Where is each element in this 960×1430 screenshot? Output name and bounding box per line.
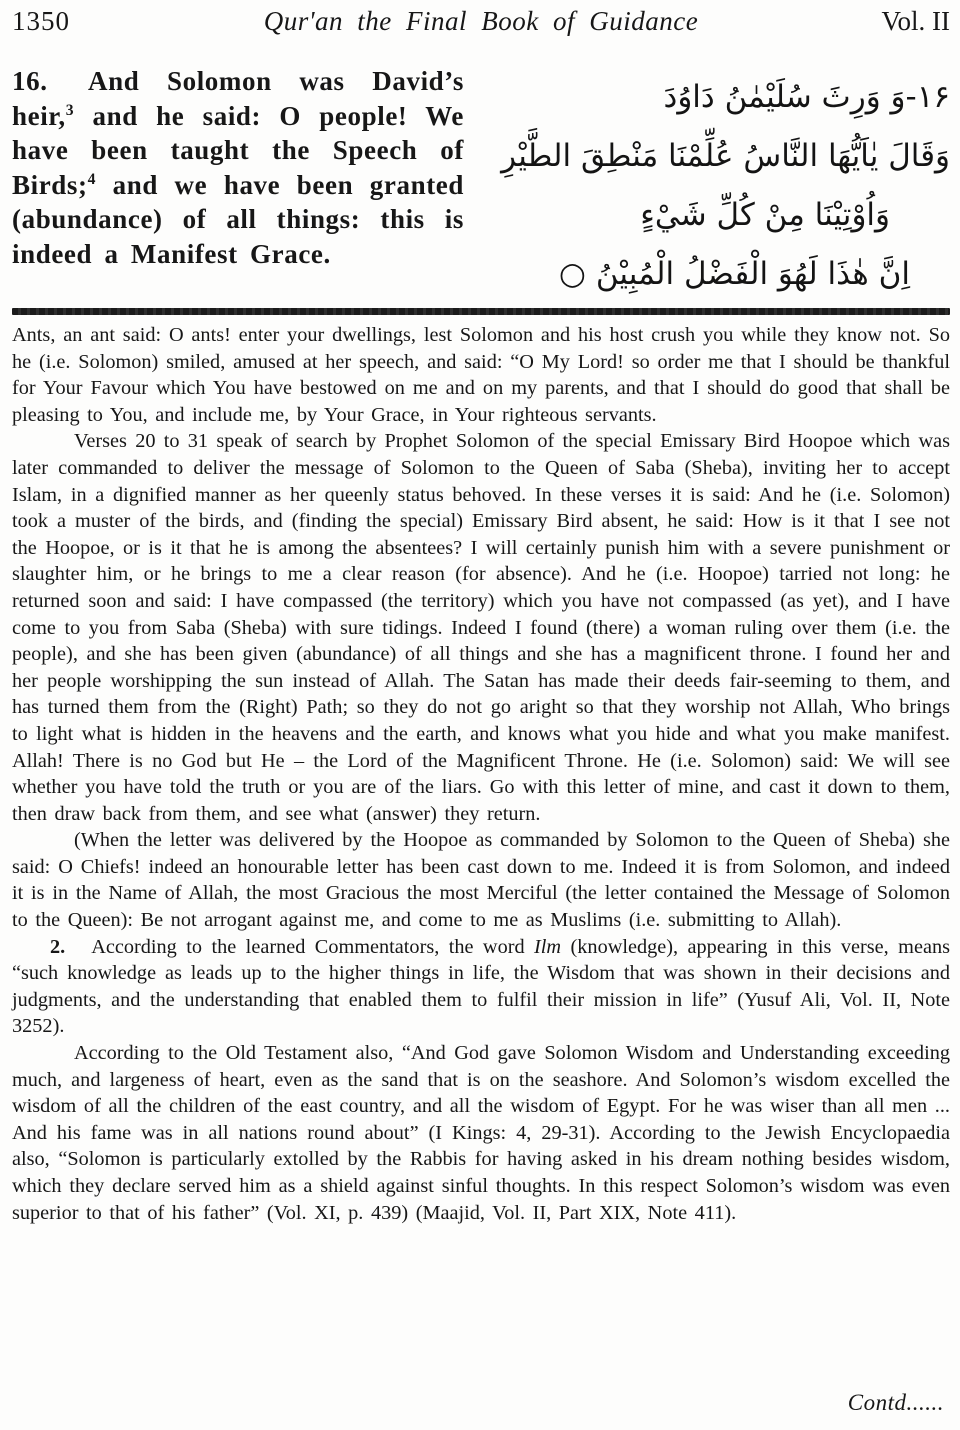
verse-text-segment: and we have been granted (abundance) of all things: this is indeed a Manifest Grace. [12, 169, 464, 269]
book-title: Qur'an the Final Book of Guidance [263, 6, 699, 36]
volume-label: Vol. II [881, 6, 950, 36]
arabic-line: وَاُوْتِيْنَا مِنْ كُلِّ شَيْءٍ [640, 197, 890, 233]
commentary-paragraph-continuation: Ants, an ant said: O ants! enter your dwellings, lest Solomon and his host crush you while they know not. So he (i.e. Solomon) smiled, amused at her speech, and said: “O My Lord! so order me that I should be thankful for Your Favour which You have bestowed on me and on my parents, and that I should do good that shall be pleasing to You, and include me, by Your Grace, in Your righteous servants. [12, 324, 950, 426]
commentary-body [12, 322, 950, 1226]
verse-text-segment: and he said: O people! We have been taught the Speech of Birds; [12, 100, 464, 200]
footnote-2-paragraph [12, 934, 950, 1040]
continued-marker: Contd...... [847, 1390, 944, 1415]
arabic-line: ۱۶-وَ وَرِثَ سُلَيْمٰنُ دَاوُدَ [663, 79, 950, 115]
italic-term: Ilm [534, 935, 562, 958]
page-header [12, 6, 950, 42]
commentary-paragraph: (When the letter was delivered by the Hoopoe as commanded by Solomon to the Queen of Sheba) she said: O Chiefs! indeed an honourable letter has been cast down to me. Indeed it is from Solomon, and indeed it is in the Name of Allah, the most Gracious the most Merciful (the letter contained the Message of Solomon to the Queen): Be not arrogant against me, and come to me as Muslims (i.e. submitting to Allah). [12, 829, 950, 932]
footnote-number: 2. [50, 935, 66, 958]
footnote-text-segment: According to the learned Commentators, the word [91, 935, 535, 958]
commentary-paragraph: According to the Old Testament also, “And God gave Solomon Wisdom and Understanding exceeding much, and largeness of heart, even as the sand that is on the seashore. And Solomon’s wisdom excelled the wisdom of all the children of the east country, and all the wisdom of Egypt. For he was wiser than all men ... And his fame was in all nations round about” (I Kings: 4, 29-31). According to the Jewish Encyclopaedia also, “Solomon is particularly extolled by the Rabbis for having asked in his dream nothing besides wisdom, which they declare served him as a shield against sinful thoughts. In this respect Solomon’s wisdom was even superior to that of his father” (Vol. XI, p. 439) (Maajid, Vol. II, Part XIX, Note 411). [12, 1042, 950, 1224]
footnote-marker-4: 4 [87, 170, 97, 188]
arabic-line: وَقَالَ يٰاَيُّهَا النَّاسُ عُلِّمْنَا مَنْطِقَ الطَّيْرِ [501, 138, 950, 174]
verse-english-translation [12, 64, 464, 304]
footnote-marker-3: 3 [65, 101, 75, 119]
verse-text-segment: And Solomon was David’s heir, [12, 66, 464, 131]
page-number: 1350 [12, 6, 70, 36]
footnote-text-segment: (knowledge), appearing in this verse, means “such knowledge as leads up to the higher things in life, the Wisdom that was shown in their decisions and judgments, and the understanding that enabled them to fulfil their mission in life” (Yusuf Ali, Vol. II, Note 3252). [12, 935, 950, 1038]
verse-block [12, 64, 950, 304]
commentary-paragraph: Verses 20 to 31 speak of search by Prophet Solomon of the special Emissary Bird Hoopoe which was later commanded to deliver the message of Solomon to the Queen of Saba (Sheba), inviting her to accept Islam, in a dignified manner as her queenly status behoved. In these verses it is said: And he (i.e. Solomon) took a muster of the birds, and (finding the special) Emissary Bird absent, he said: How is it that I see not the Hoopoe, or is it that he is among the absentees? I will certainly punish him with a severe punishment or slaughter him, or he brings to me a clear reason (for absence). And he (i.e. Hoopoe) tarried not long: he returned soon and said: I have compassed (the territory) which you have not compassed (as yet), and I have come to you from Saba (Sheba) with sure tidings. Indeed I found (there) a woman ruling over them (i.e. the people), and she has been given (abundance) of all things and she has a magnificent throne. I found her and her people worshipping the sun instead of Allah. The Satan has made their deeds fair-seeming to them, and has turned them from the (Right) Path; so they do not go aright so that they worship not Allah, Who brings to light what is hidden in the heavens and the earth, and knows what you hide and what you make manifest. Allah! There is no God but He – the Lord of the Magnificent Throne. He (i.e. Solomon) said: We will see whether you have told the truth or you are of the liars. Go with this letter of mine, and cast it down to them, then draw back from them, and see what (answer) they return. [12, 430, 950, 825]
arabic-line: اِنَّ هٰذَا لَهُوَ الْفَضْلُ الْمُبِيْنُ ○ [558, 256, 910, 292]
verse-number: 16. [12, 66, 48, 96]
section-divider-rule [12, 308, 950, 315]
verse-arabic-calligraphy [464, 64, 950, 304]
